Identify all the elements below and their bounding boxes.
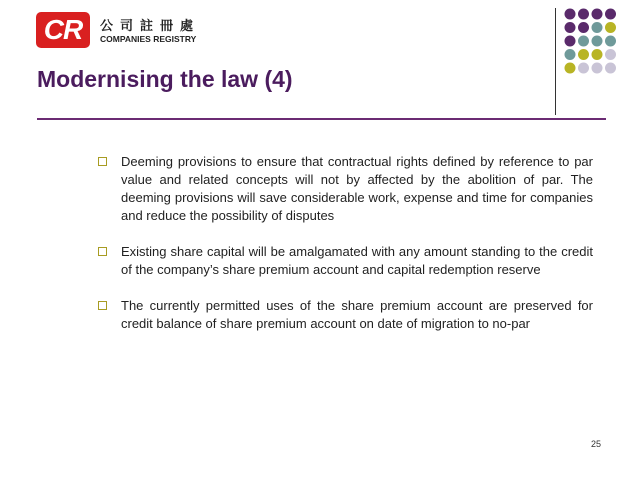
companies-registry-logo [36,12,211,48]
bullet-text: The currently permitted uses of the share premium account are preserved for credit balance of share premium account on date of migration to no-par [121,298,593,331]
decorative-dot [578,22,589,33]
square-bullet-icon [98,157,107,166]
decorative-dot [592,22,603,33]
decorative-dot [578,36,589,47]
decorative-dot [605,36,616,47]
logo-mark: CR [43,14,83,45]
slide-title: Modernising the law (4) [37,66,293,92]
decorative-dot [605,49,616,60]
bullet-list [96,153,593,351]
header-vertical-rule [555,8,556,115]
square-bullet-icon [98,247,107,256]
bullet-text: Deeming provisions to ensure that contractual rights defined by reference to par value and related concepts will not by affected by the abolition of par. The deeming provisions will save considerable work, expense and time for companies and reduce the possibility of disputes [121,154,593,223]
decorative-dot [605,63,616,74]
logo-english-name: COMPANIES REGISTRY [100,34,197,44]
logo-chinese-name: 公司註冊處 [100,19,201,34]
decorative-dot [565,9,576,20]
decorative-dot [592,9,603,20]
bullet-item [96,153,593,225]
decorative-dot [565,36,576,47]
bullet-item [96,243,593,279]
decorative-dot [578,49,589,60]
bullet-item [96,297,593,333]
decorative-dot [565,22,576,33]
decorative-dot [592,49,603,60]
bullet-text: Existing share capital will be amalgamated with any amount standing to the credit of the company’s share premium account and capital redemption reserve [121,244,593,277]
decorative-dot [578,9,589,20]
title-underline [37,118,606,120]
decorative-dot [565,49,576,60]
decorative-dot [605,9,616,20]
page-number: 25 [591,439,602,449]
decorative-dot [578,63,589,74]
decorative-dot [592,36,603,47]
square-bullet-icon [98,301,107,310]
decorative-dot [605,22,616,33]
decorative-dot [592,63,603,74]
decorative-dot [565,63,576,74]
